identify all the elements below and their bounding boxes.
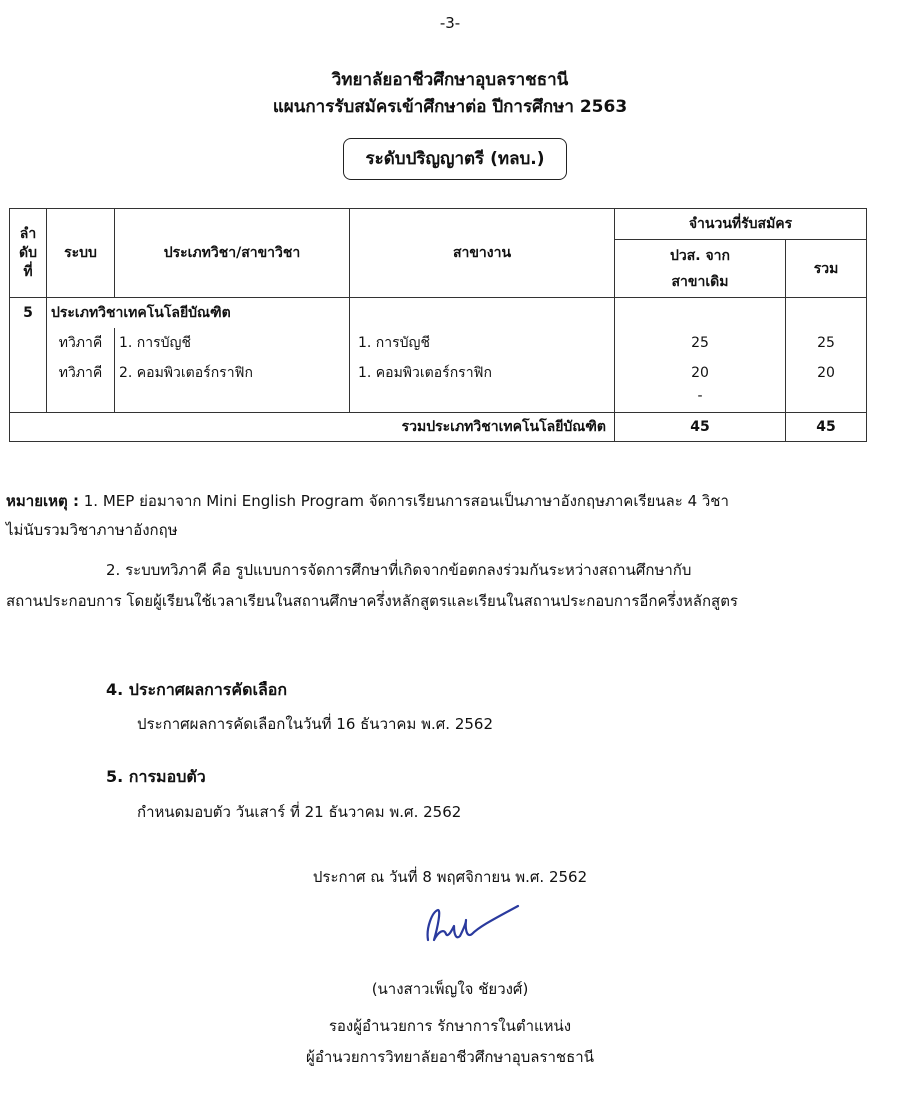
table-row <box>10 388 867 413</box>
notes-line-4: สถานประกอบการ โดยผู้เรียนใช้เวลาเรียนในสถานศึกษาครึ่งหลักสูตรและเรียนในสถานประกอบการอีกครึ่งหลักสูตร <box>6 592 738 610</box>
section-4-title: 4. ประกาศผลการคัดเลือก <box>106 680 288 699</box>
header-order: ลำ ดับ ที่ <box>10 209 47 298</box>
table-row <box>10 298 867 328</box>
row-major: 1. การบัญชี <box>115 328 350 358</box>
table-header-row <box>10 209 867 240</box>
row-system: ทวิภาคี <box>47 358 115 388</box>
table-row <box>10 358 867 388</box>
header-quota: จำนวนที่รับสมัคร <box>615 209 867 240</box>
signature-image <box>410 900 530 955</box>
college-title: วิทยาลัยอาชีวศึกษาอุบลราชธานี <box>331 70 569 90</box>
sum-label: รวมประเภทวิชาเทคโนโลยีบัณฑิต <box>10 413 615 442</box>
row-total: 20 <box>786 358 867 388</box>
page-number: -3- <box>439 14 461 32</box>
header-system: ระบบ <box>47 209 115 298</box>
row-count: 25 <box>615 328 786 358</box>
group-name: ประเภทวิชาเทคโนโลยีบัณฑิต <box>47 298 350 328</box>
table-row <box>10 328 867 358</box>
header-field: สาขางาน <box>350 209 615 298</box>
row-field: 1. การบัญชี <box>350 328 615 358</box>
group-number: 5 <box>10 298 47 328</box>
signer-name: (นางสาวเพ็ญใจ ชัยวงศ์) <box>371 980 529 998</box>
section-4-body: ประกาศผลการคัดเลือกในวันที่ 16 ธันวาคม พ.ศ. 2562 <box>137 715 493 733</box>
table-sum-row <box>10 413 867 442</box>
admission-plan-title: แผนการรับสมัครเข้าศึกษาต่อ ปีการศึกษา 2563 <box>272 97 628 117</box>
sum-total: 45 <box>786 413 867 442</box>
notes-line-2: ไม่นับรวมวิชาภาษาอังกฤษ <box>6 521 178 539</box>
row-total: 25 <box>786 328 867 358</box>
row-system: ทวิภาคี <box>47 328 115 358</box>
signer-position-1: รองผู้อำนวยการ รักษาการในตำแหน่ง <box>328 1017 572 1035</box>
header-category: ประเภทวิชา/สาขาวิชา <box>115 209 350 298</box>
signer-position-2: ผู้อำนวยการวิทยาลัยอาชีวศึกษาอุบลราชธานี <box>306 1048 594 1066</box>
header-from-original: ปวส. จาก สาขาเดิม <box>615 240 786 298</box>
admission-table <box>9 208 867 442</box>
notes-label: หมายเหตุ <box>6 492 68 510</box>
row-count: 20 <box>615 358 786 388</box>
notes-line-3: 2. ระบบทวิภาคี คือ รูปแบบการจัดการศึกษาที่เกิดจากข้อตกลงร่วมกันระหว่างสถานศึกษากับ <box>106 561 692 579</box>
notes-line-1: หมายเหตุ : 1. MEP ย่อมาจาก Mini English Program จัดการเรียนการสอนเป็นภาษาอังกฤษภาคเรียนละ 4 วิชา <box>6 492 729 510</box>
degree-level-box: ระดับปริญญาตรี (ทลบ.) <box>343 138 567 180</box>
row-field: 1. คอมพิวเตอร์กราฟิก <box>350 358 615 388</box>
row-major: 2. คอมพิวเตอร์กราฟิก <box>115 358 350 388</box>
sum-count: 45 <box>615 413 786 442</box>
announce-date: ประกาศ ณ วันที่ 8 พฤศจิกายน พ.ศ. 2562 <box>312 868 588 886</box>
section-5-title: 5. การมอบตัว <box>106 767 206 786</box>
header-total: รวม <box>786 240 867 298</box>
section-5-body: กำหนดมอบตัว วันเสาร์ ที่ 21 ธันวาคม พ.ศ. 2562 <box>137 803 462 821</box>
row-dash: - <box>615 388 786 413</box>
